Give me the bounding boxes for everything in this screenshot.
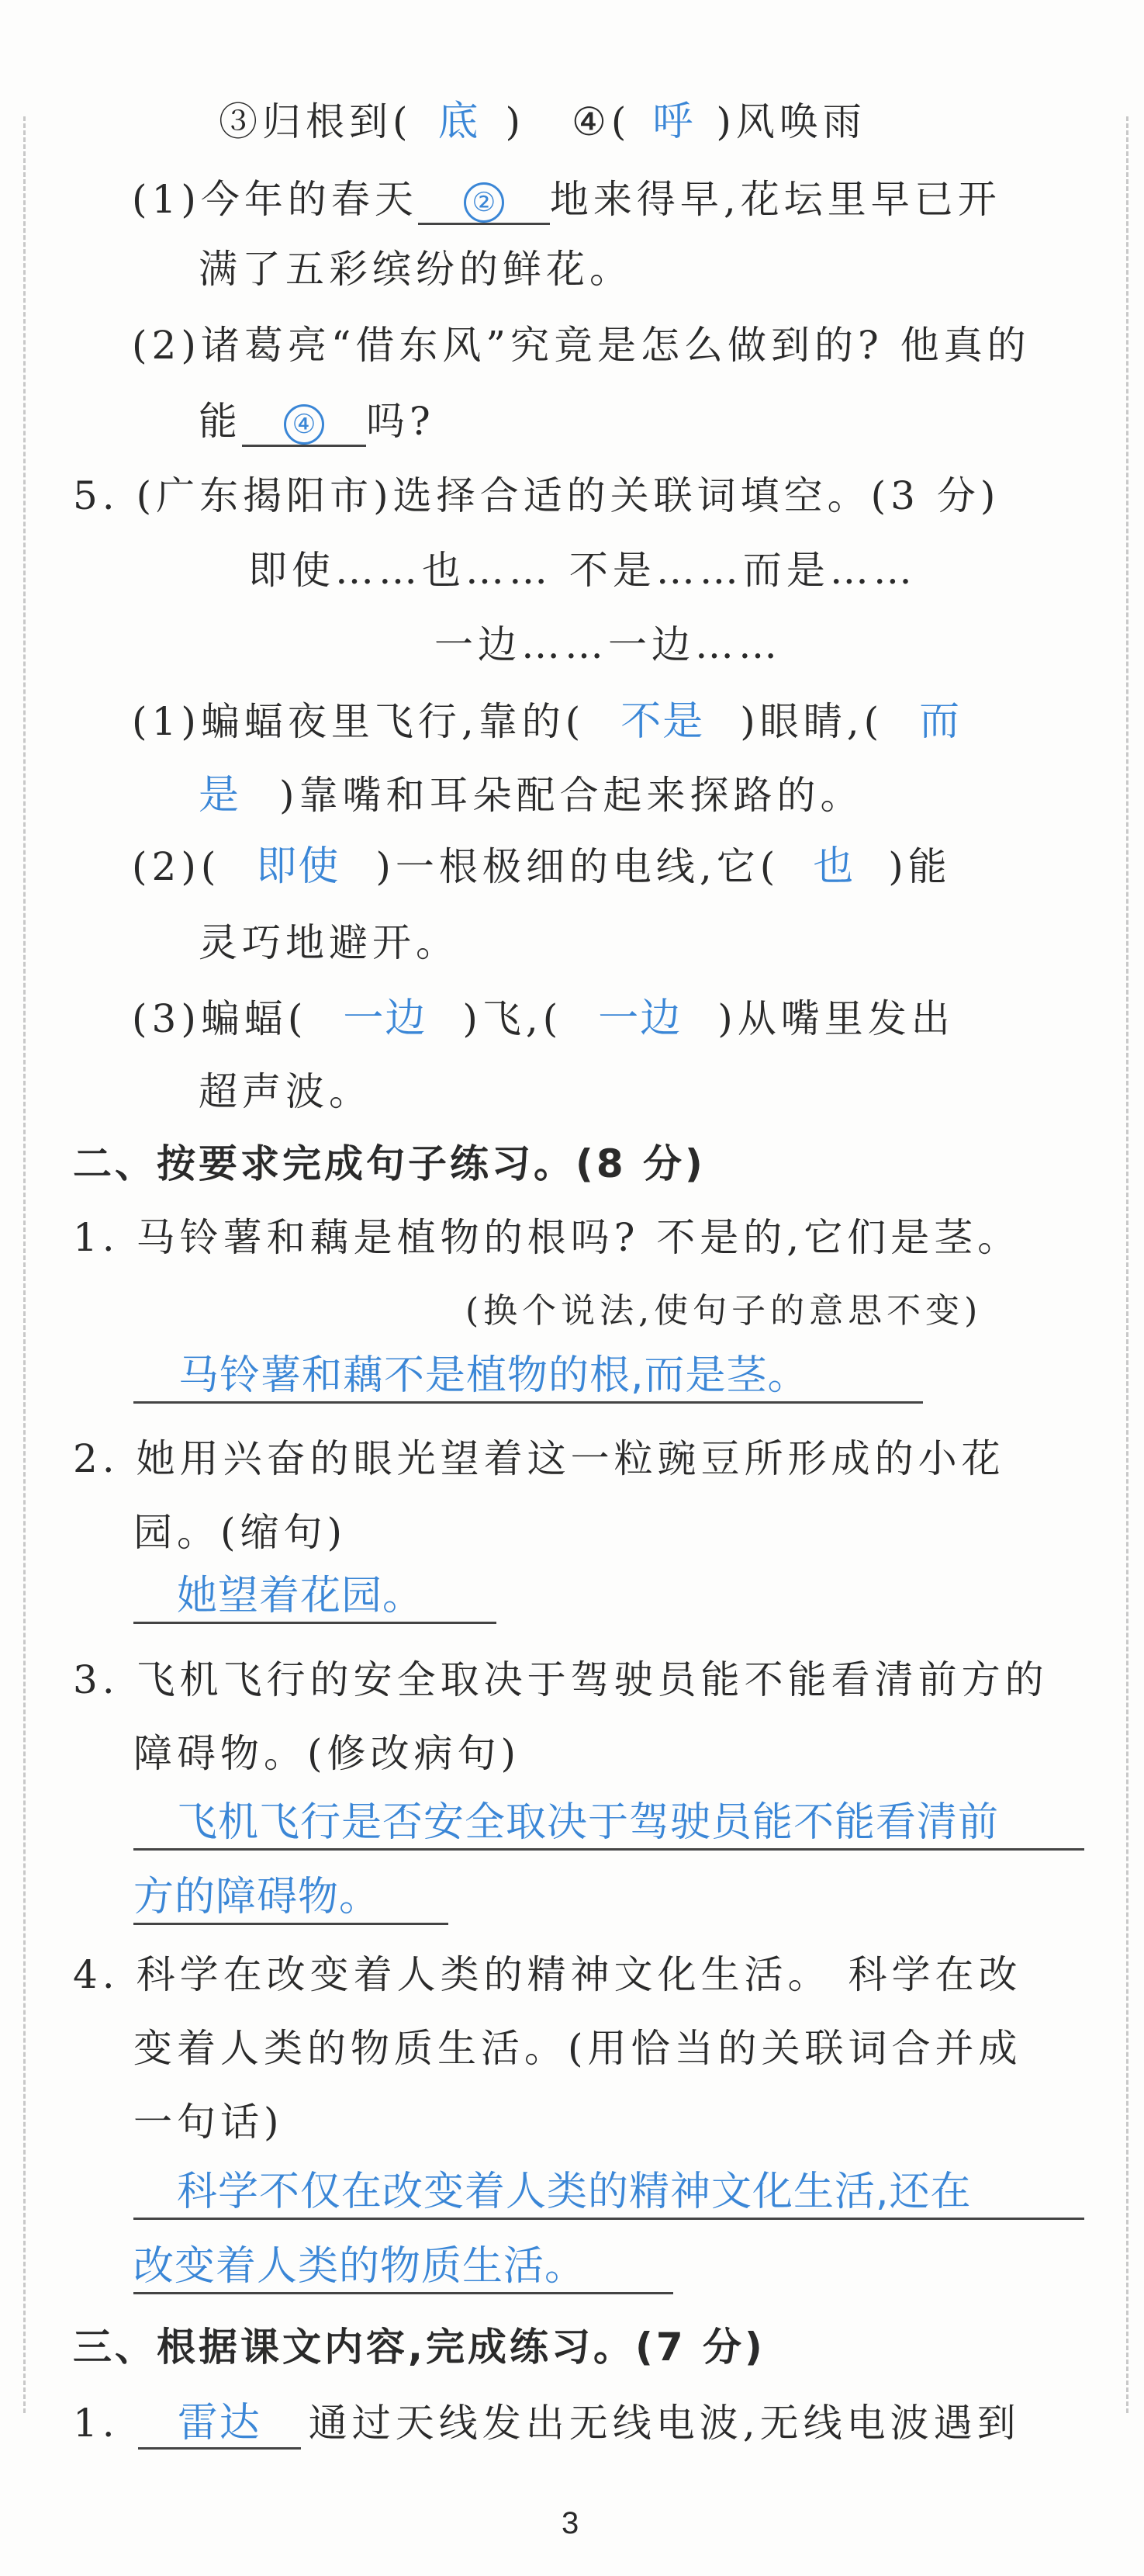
answer-yibian-2: 一边: [598, 995, 683, 1042]
answer-shi: 是: [199, 772, 241, 819]
q5-item-1-c: )靠嘴和耳朵配合起来探路的。: [279, 773, 864, 818]
sec2-q1: 1. 马铃薯和藕是植物的根吗? 不是的,它们是茎。: [73, 1215, 1021, 1260]
sec2-q4-line-3: 一句话): [133, 2100, 284, 2145]
sec2-q4-answer-line-1: 科学不仅在改变着人类的精神文化生活,还在: [133, 2166, 1084, 2220]
sec2-q2-answer: 她望着花园。: [133, 1570, 496, 1624]
q5-item-3: [132, 992, 955, 1046]
answer-di: 底: [437, 99, 480, 145]
conjunction-options-1: 即使……也…… 不是……而是……: [248, 548, 917, 593]
page-number: 3: [562, 2506, 579, 2540]
sec3-q1-number: 1.: [73, 2401, 119, 2446]
q5-item-2-a: (2)(: [132, 844, 221, 889]
q5-item-1-line-2: [199, 768, 864, 822]
left-dashed-margin: [23, 116, 26, 2413]
sec2-q1-note: (换个说法,使句子的意思不变): [465, 1291, 983, 1331]
answer-yibian-1: 一边: [343, 995, 427, 1042]
sec2-q3-answer-line-2: 方的障碍物。: [133, 1871, 448, 1925]
q5-item-2: [132, 840, 952, 894]
sec2-q3-line-1: 3. 飞机飞行的安全取决于驾驶员能不能看清前方的: [73, 1657, 1049, 1702]
sec2-q4-answer-line-2: 改变着人类的物质生活。: [133, 2241, 673, 2294]
blank-2: [242, 398, 366, 447]
sec2-q2-line-1: 2. 她用兴奋的眼光望着这一粒豌豆所形成的小花: [73, 1436, 1005, 1481]
q5-item-3-a: (3)蝙蝠(: [132, 996, 308, 1041]
q5-item-1-b: )眼睛,(: [740, 699, 884, 744]
answer-hu: 呼: [652, 99, 695, 145]
blank-1: [418, 176, 550, 225]
idiom-3-prefix: ③归根到(: [219, 99, 413, 144]
sec2-q1-answer: 马铃薯和藕不是植物的根,而是茎。: [133, 1350, 923, 1404]
q5-item-2-line-2: 灵巧地避开。: [199, 920, 459, 965]
sentence-1-suffix: 地来得早,花坛里早已开: [549, 177, 1001, 222]
q5-item-2-c: )能: [888, 844, 952, 889]
answer-bushi: 不是: [620, 698, 705, 745]
sec3-q1: [73, 2396, 1021, 2450]
sec2-q3-answer-line-1: 飞机飞行是否安全取决于驾驶员能不能看清前: [133, 1797, 1084, 1851]
sentence-1-prefix: (1)今年的春天: [132, 177, 418, 222]
sentence-2: (2)诸葛亮“借东风”究竟是怎么做到的? 他真的: [132, 323, 1031, 368]
idiom-4-suffix: )风唤雨: [716, 99, 866, 144]
sentence-1-line-2: 满了五彩缤纷的鲜花。: [199, 247, 633, 292]
answer-leida: 雷达: [138, 2399, 301, 2450]
q5-item-3-b: )飞,(: [462, 996, 563, 1041]
q5-item-1: [132, 694, 961, 749]
answer-ye: 也: [813, 843, 855, 890]
sec2-q2-line-2: 园。(缩句): [133, 1510, 347, 1555]
paren-close: ): [505, 99, 526, 144]
sec2-q3-line-2: 障碍物。(修改病句): [133, 1731, 521, 1776]
section-3-title: 三、根据课文内容,完成练习。(7 分): [73, 2325, 766, 2370]
q5-item-3-c: )从嘴里发出: [717, 996, 955, 1041]
sec2-q4-line-2: 变着人类的物质生活。(用恰当的关联词合并成: [133, 2026, 1022, 2071]
answer-er: 而: [919, 698, 962, 745]
answer-jishi: 即使: [256, 843, 340, 890]
section-2-title: 二、按要求完成句子练习。(8 分): [73, 1141, 706, 1186]
question-5-title: 5. (广东揭阳市)选择合适的关联词填空。(3 分): [73, 473, 1001, 518]
q5-item-2-b: )一根极细的电线,它(: [375, 844, 780, 889]
idiom-line: [219, 95, 866, 149]
answer-circle-4: ④: [284, 404, 324, 445]
sentence-2-line-2: [199, 394, 435, 448]
sec3-q1-text: 通过天线发出无线电波,无线电波遇到: [308, 2401, 1021, 2446]
sentence-2-prefix: 能: [199, 399, 242, 444]
q5-item-3-line-2: 超声波。: [199, 1069, 372, 1114]
conjunction-options-2: 一边……一边……: [434, 622, 782, 667]
answer-circle-2: ②: [464, 182, 504, 223]
right-dashed-margin: [1126, 116, 1128, 2413]
sentence-2-suffix: 吗?: [366, 399, 435, 444]
idiom-4-prefix: ④(: [572, 99, 631, 144]
q5-item-1-a: (1)蝙蝠夜里飞行,靠的(: [132, 699, 586, 744]
sec2-q4-line-1: 4. 科学在改变着人类的精神文化生活。 科学在改: [73, 1952, 1022, 1997]
sentence-1: [132, 172, 1001, 227]
